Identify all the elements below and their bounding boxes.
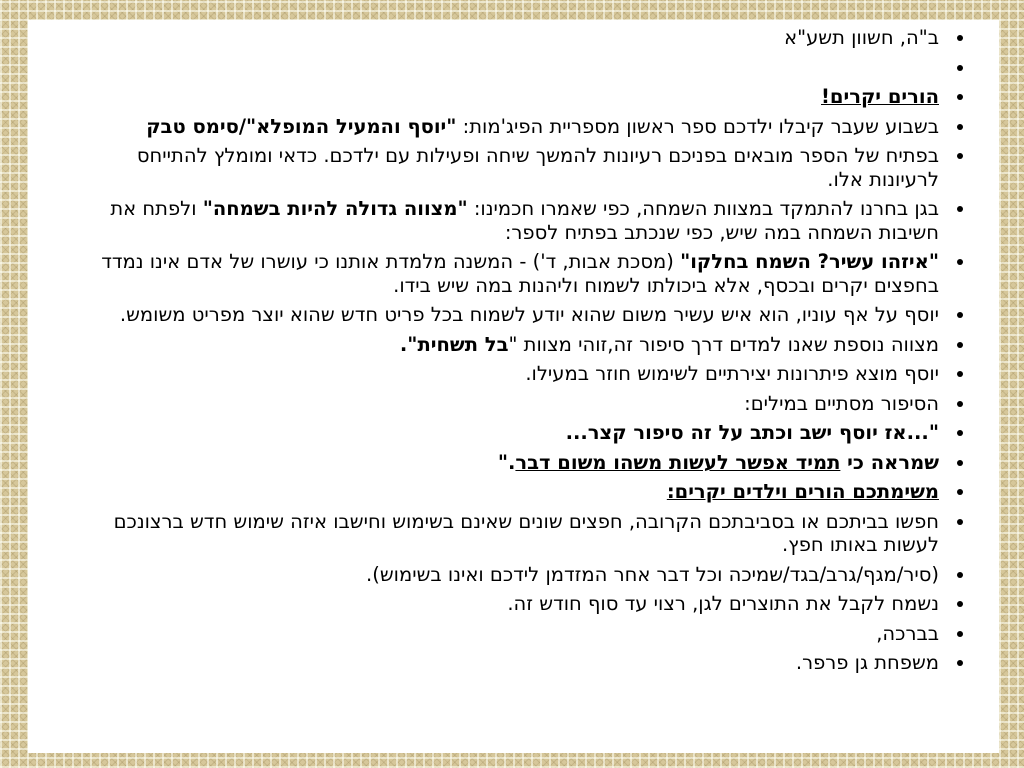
- bullet-dot-icon: [957, 460, 963, 466]
- bullet-item: [62, 144, 965, 191]
- bullet-item: [62, 592, 965, 616]
- bullet-item: [62, 26, 965, 50]
- bullet-dot-icon: [957, 35, 963, 41]
- bullet-item: [62, 303, 965, 327]
- bullet-dot-icon: [957, 631, 963, 637]
- bullet-text-run: שמראה כי: [840, 450, 939, 474]
- bullet-dot-icon: [957, 401, 963, 407]
- bullet-dot-icon: [957, 206, 963, 212]
- bullet-text-run: משימתכם הורים וילדים יקרים:: [666, 480, 939, 503]
- bullet-dot-icon: [957, 572, 963, 578]
- bullet-text-run: הסיפור מסתיים במילים:: [744, 391, 939, 415]
- bullet-dot-icon: [957, 660, 963, 666]
- bullet-text-run: (סיר/מגף/גרב/בגד/שמיכה וכל דבר אחר המזדמן לידכם ואינו בשימוש).: [366, 562, 939, 586]
- bullet-dot-icon: [957, 259, 963, 265]
- bullet-text-run: "איזהו עשיר? השמח בחלקו": [680, 250, 939, 273]
- bullet-dot-icon: [957, 124, 963, 130]
- bullet-text-run: בגן בחרנו להתמקד במצוות השמחה, כפי שאמרו חכמינו:: [467, 197, 939, 220]
- bullet-text-run: חפשו בביתכם או בסביבתכם הקרובה, חפצים שונים שאינם בשימוש וחישבו איזה שימוש חדש ברצונכם לעשות באותו חפץ.: [113, 509, 939, 556]
- bullet-text-run: "...אז יוסף ישב וכתב על זה סיפור קצר...: [565, 421, 939, 444]
- bullet-list: [62, 26, 965, 675]
- bullet-item: [62, 651, 965, 675]
- slide-panel: [28, 20, 999, 753]
- bullet-text-run: מצווה נוספת שאנו למדים דרך סיפור זה,זוהי מצוות ": [508, 332, 939, 356]
- bullet-text-run: "מצווה גדולה להיות בשמחה": [202, 197, 468, 220]
- bullet-item: [62, 392, 965, 416]
- bullet-text-run: יוסף על אף עוניו, הוא איש עשיר משום שהוא יודע לשמוח בכל פריט חדש שהוא יוצר מפריט משומש.: [119, 303, 939, 326]
- bullet-dot-icon: [957, 94, 963, 100]
- bullet-item: [62, 451, 965, 475]
- bullet-text-run: בפתיח של הספר מובאים בפניכם רעיונות להמשך שיחה ופעילות עם ילדכם. כדאי ומומלץ להתייחס לרעיונות אלו.: [136, 144, 939, 191]
- bullet-text-run: .": [497, 450, 516, 474]
- bullet-text-run: בשבוע שעבר קיבלו ילדכם ספר ראשון מספריית הפיג'מות:: [456, 114, 939, 138]
- bullet-dot-icon: [957, 601, 963, 607]
- bullet-text-run: יוסף מוצא פיתרונות יצירתיים לשימוש חוזר במעילו.: [525, 362, 939, 385]
- bullet-text-run: בברכה,: [876, 621, 939, 645]
- bullet-item: [62, 250, 965, 297]
- bullet-text-run: משפחת גן פרפר.: [795, 651, 939, 674]
- bullet-item: [62, 197, 965, 244]
- bullet-text-run: תמיד אפשר לעשות משהו משום דבר: [515, 450, 841, 474]
- bullet-dot-icon: [957, 489, 963, 495]
- bullet-item: [62, 510, 965, 557]
- bullet-dot-icon: [957, 519, 963, 525]
- bullet-dot-icon: [957, 65, 963, 71]
- bullet-item: [62, 622, 965, 646]
- bullet-text-run: "יוסף והמעיל המופלא"/סימס טבק: [146, 114, 457, 138]
- bullet-dot-icon: [957, 153, 963, 159]
- bullet-text-run: נשמח לקבל את התוצרים לגן, רצוי עד סוף חודש זה.: [507, 592, 939, 615]
- bullet-item: [62, 480, 965, 504]
- bullet-text-run: ב"ה, חשוון תשע"א: [784, 26, 939, 49]
- bullet-item: [62, 56, 965, 80]
- bullet-item: [62, 563, 965, 587]
- bullet-dot-icon: [957, 371, 963, 377]
- bullet-dot-icon: [957, 312, 963, 318]
- bullet-item: [62, 333, 965, 357]
- bullet-dot-icon: [957, 342, 963, 348]
- bullet-item: [62, 362, 965, 386]
- bullet-item: [62, 115, 965, 139]
- bullet-text-run: בל תשחית".: [399, 332, 509, 356]
- bullet-item: [62, 85, 965, 109]
- bullet-item: [62, 421, 965, 445]
- bullet-text-run: הורים יקרים!: [821, 85, 939, 108]
- bullet-dot-icon: [957, 430, 963, 436]
- bullet-text-run: ולפתח את חשיבות השמחה במה שיש, כפי שנכתב בפתיח לספר:: [110, 197, 939, 244]
- bullet-text-run: (מסכת אבות, ד') - המשנה מלמדת אותנו כי עושרו של אדם אינו נמדד בחפצים יקרים ובכסף, אלא ביכולתו לשמוח וליהנות במה שיש בידו.: [101, 250, 939, 297]
